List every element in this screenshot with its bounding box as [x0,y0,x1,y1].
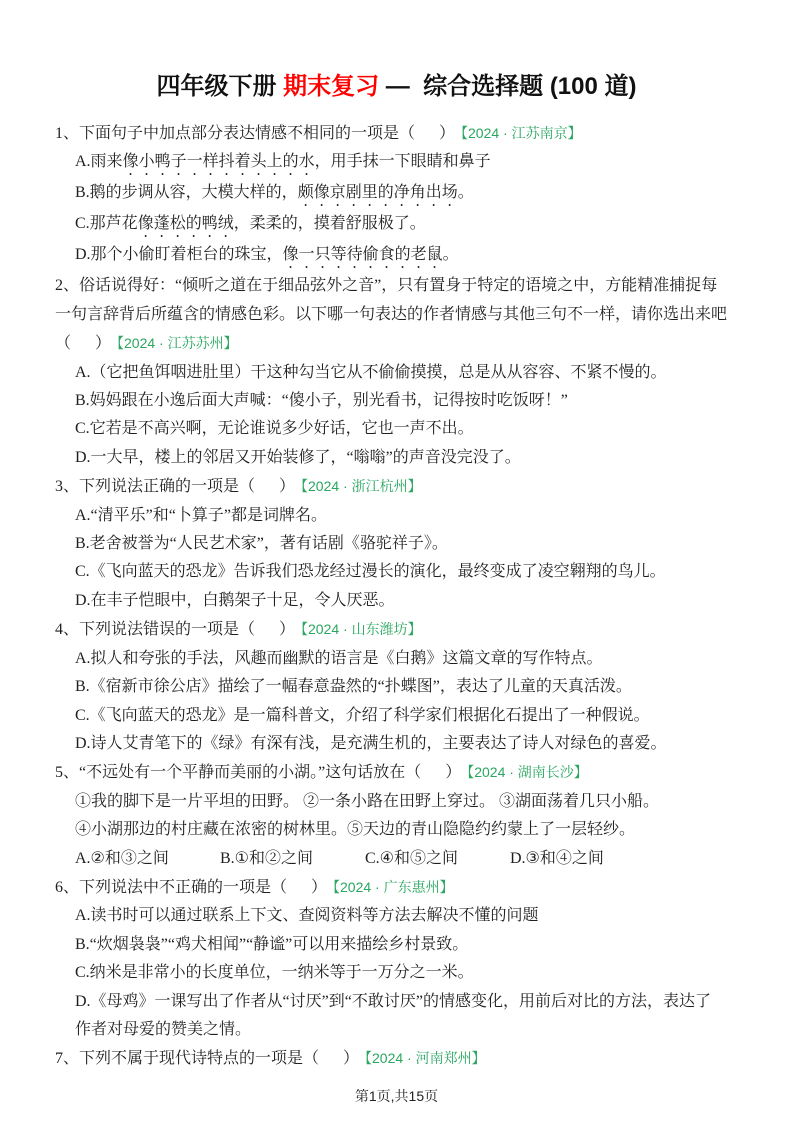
options-row [55,845,765,873]
question-stem [55,758,765,787]
option-a: A.读书时可以通过联系上下文、查阅资料等方法去解决不懂的问题 [75,907,539,925]
question-5 [55,758,765,873]
context-line-1: ①我的脚下是一片平坦的田野。 ②一条小路在田野上穿过。 ③湖面荡着几只小船。 [75,792,660,810]
option-d: D.③和④之间 [510,849,604,867]
question-stem-line-2: 一句言辞背后所蕴含的情感色彩。以下哪一句表达的作者情感与其他三句不一样，请你选出来吧 [55,305,728,323]
option-c: C.《飞向蓝天的恐龙》是一篇科普文，介绍了科学家们根据化石提出了一种假说。 [75,706,650,724]
source-citation: 【2024 · 山东潍坊】 [301,621,422,638]
option-c: C.它若是不高兴啊，无论谁说多少好话，它也一声不出。 [75,420,474,438]
question-stem [55,119,765,148]
source-citation: 【2024 · 广东惠州】 [333,878,454,895]
emphasized-text: 像蓬松的鸭绒 [137,215,234,233]
question-stem [55,472,765,501]
question-6 [55,873,765,1044]
option-a: A.（它把鱼饵咽进肚里）干这种勾当它从不偷偷摸摸，总是从从容容、不紧不慢的。 [75,363,667,381]
option-text: 。 [442,246,459,264]
question-stem-line-1: 2、俗话说得好：“倾听之道在于细品弦外之音”，只有置身于特定的语境之中，方能精准捕捉每 [55,277,718,295]
question-stem [55,1044,765,1073]
question-1 [55,119,765,272]
emphasized-text: 像小鸭子一样抖着头上的水 [122,153,315,171]
page-title [0,0,793,104]
stem-text: 5、“不远处有一个平静而美丽的小湖。”这句话放在（ ） [55,764,462,782]
option-text: C.那芦花 [75,215,138,233]
title-rest: 综合选择题 (100 道) [416,73,637,100]
stem-text: 6、下列说法中不正确的一项是（ ） [55,878,328,896]
option-d [55,241,765,272]
option-d: D.在丰子恺眼中，白鹅架子十足，令人厌恶。 [75,591,395,609]
answer-bracket: （ ） [55,335,112,353]
title-grade: 四年级下册 [156,73,284,100]
option-d-line-1: D.《母鸡》一课写出了作者从“讨厌”到“不敢讨厌”的情感变化，用前后对比的方法，表达了 [75,992,711,1010]
option-b: B.①和②之间 [220,849,314,867]
option-b [55,179,765,210]
option-b: B.老舍被誉为“人民艺术家”，著有话剧《骆驼祥子》。 [75,535,448,553]
option-text: D.那个小偷盯着柜台的珠宝， [75,246,283,264]
option-text: ，用手抹一下眼睛和鼻子 [314,153,491,171]
questions-area [0,104,793,1074]
stem-text: 3、下列说法正确的一项是（ ） [55,478,296,496]
stem-text: 7、下列不属于现代诗特点的一项是（ ） [55,1050,360,1068]
page-footer: 第1页,共15页 [354,1088,439,1104]
source-citation: 【2024 · 浙江杭州】 [301,478,422,495]
option-c: C.④和⑤之间 [365,849,459,867]
option-a: A.“清平乐”和“卜算子”都是词牌名。 [75,506,327,524]
emphasized-text: 颇像京剧里的净角出场 [297,184,458,202]
option-d-line-2: 作者对母爱的赞美之情。 [75,1020,252,1038]
source-citation: 【2024 · 江苏南京】 [461,125,582,141]
source-citation: 【2024 · 河南郑州】 [365,1050,486,1067]
question-7 [55,1044,765,1073]
option-d: D.诗人艾青笔下的《绿》有深有浅，是充满生机的，主要表达了诗人对绿色的喜爱。 [75,734,667,752]
question-stem [55,615,765,644]
question-2 [55,272,765,472]
option-b: B.“炊烟袅袅”“鸡犬相闻”“静谧”可以用来描绘乡村景致。 [75,935,469,953]
emphasized-text: 像一只等待偷食的老鼠 [282,246,443,264]
option-text: A.雨来 [75,153,123,171]
context-line-2: ④小湖那边的村庄藏在浓密的树林里。⑤天边的青山隐隐约约蒙上了一层轻纱。 [75,821,636,839]
option-a: A.拟人和夸张的手法，风趣而幽默的语言是《白鹅》这篇文章的写作特点。 [75,649,603,667]
option-text: ，柔柔的，摸着舒服极了。 [233,215,426,233]
source-citation: 【2024 · 湖南长沙】 [467,764,588,781]
source-citation: 【2024 · 江苏苏州】 [117,335,238,352]
option-c: C.《飞向蓝天的恐龙》告诉我们恐龙经过漫长的演化，最终变成了凌空翱翔的鸟儿。 [75,563,666,581]
question-stem-line-3 [55,329,765,358]
option-d: D.一大早，楼上的邻居又开始装修了，“嗡嗡”的声音没完没了。 [75,448,521,466]
stem-text: 1、下面句子中加点部分表达情感不相同的一项是（ ） [55,125,456,142]
title-review-accent: 期末复习 [283,73,380,100]
option-b: B.妈妈跟在小逸后面大声喊：“傻小子，别光看书，记得按时吃饭呀！” [75,392,568,410]
question-4 [55,615,765,758]
option-a [55,148,765,179]
option-b: B.《宿新市徐公店》描绘了一幅春意盎然的“扑蝶图”，表达了儿童的天真活泼。 [75,678,632,696]
option-text: 。 [457,184,474,202]
stem-text: 4、下列说法错误的一项是（ ） [55,621,296,639]
option-c [55,210,765,241]
question-3 [55,472,765,615]
option-c: C.纳米是非常小的长度单位，一纳米等于一万分之一米。 [75,964,474,982]
option-a: A.②和③之间 [75,849,169,867]
option-text: B.鹅的步调从容，大模大样的， [75,184,298,202]
question-stem [55,873,765,902]
title-dash: — [379,73,417,100]
